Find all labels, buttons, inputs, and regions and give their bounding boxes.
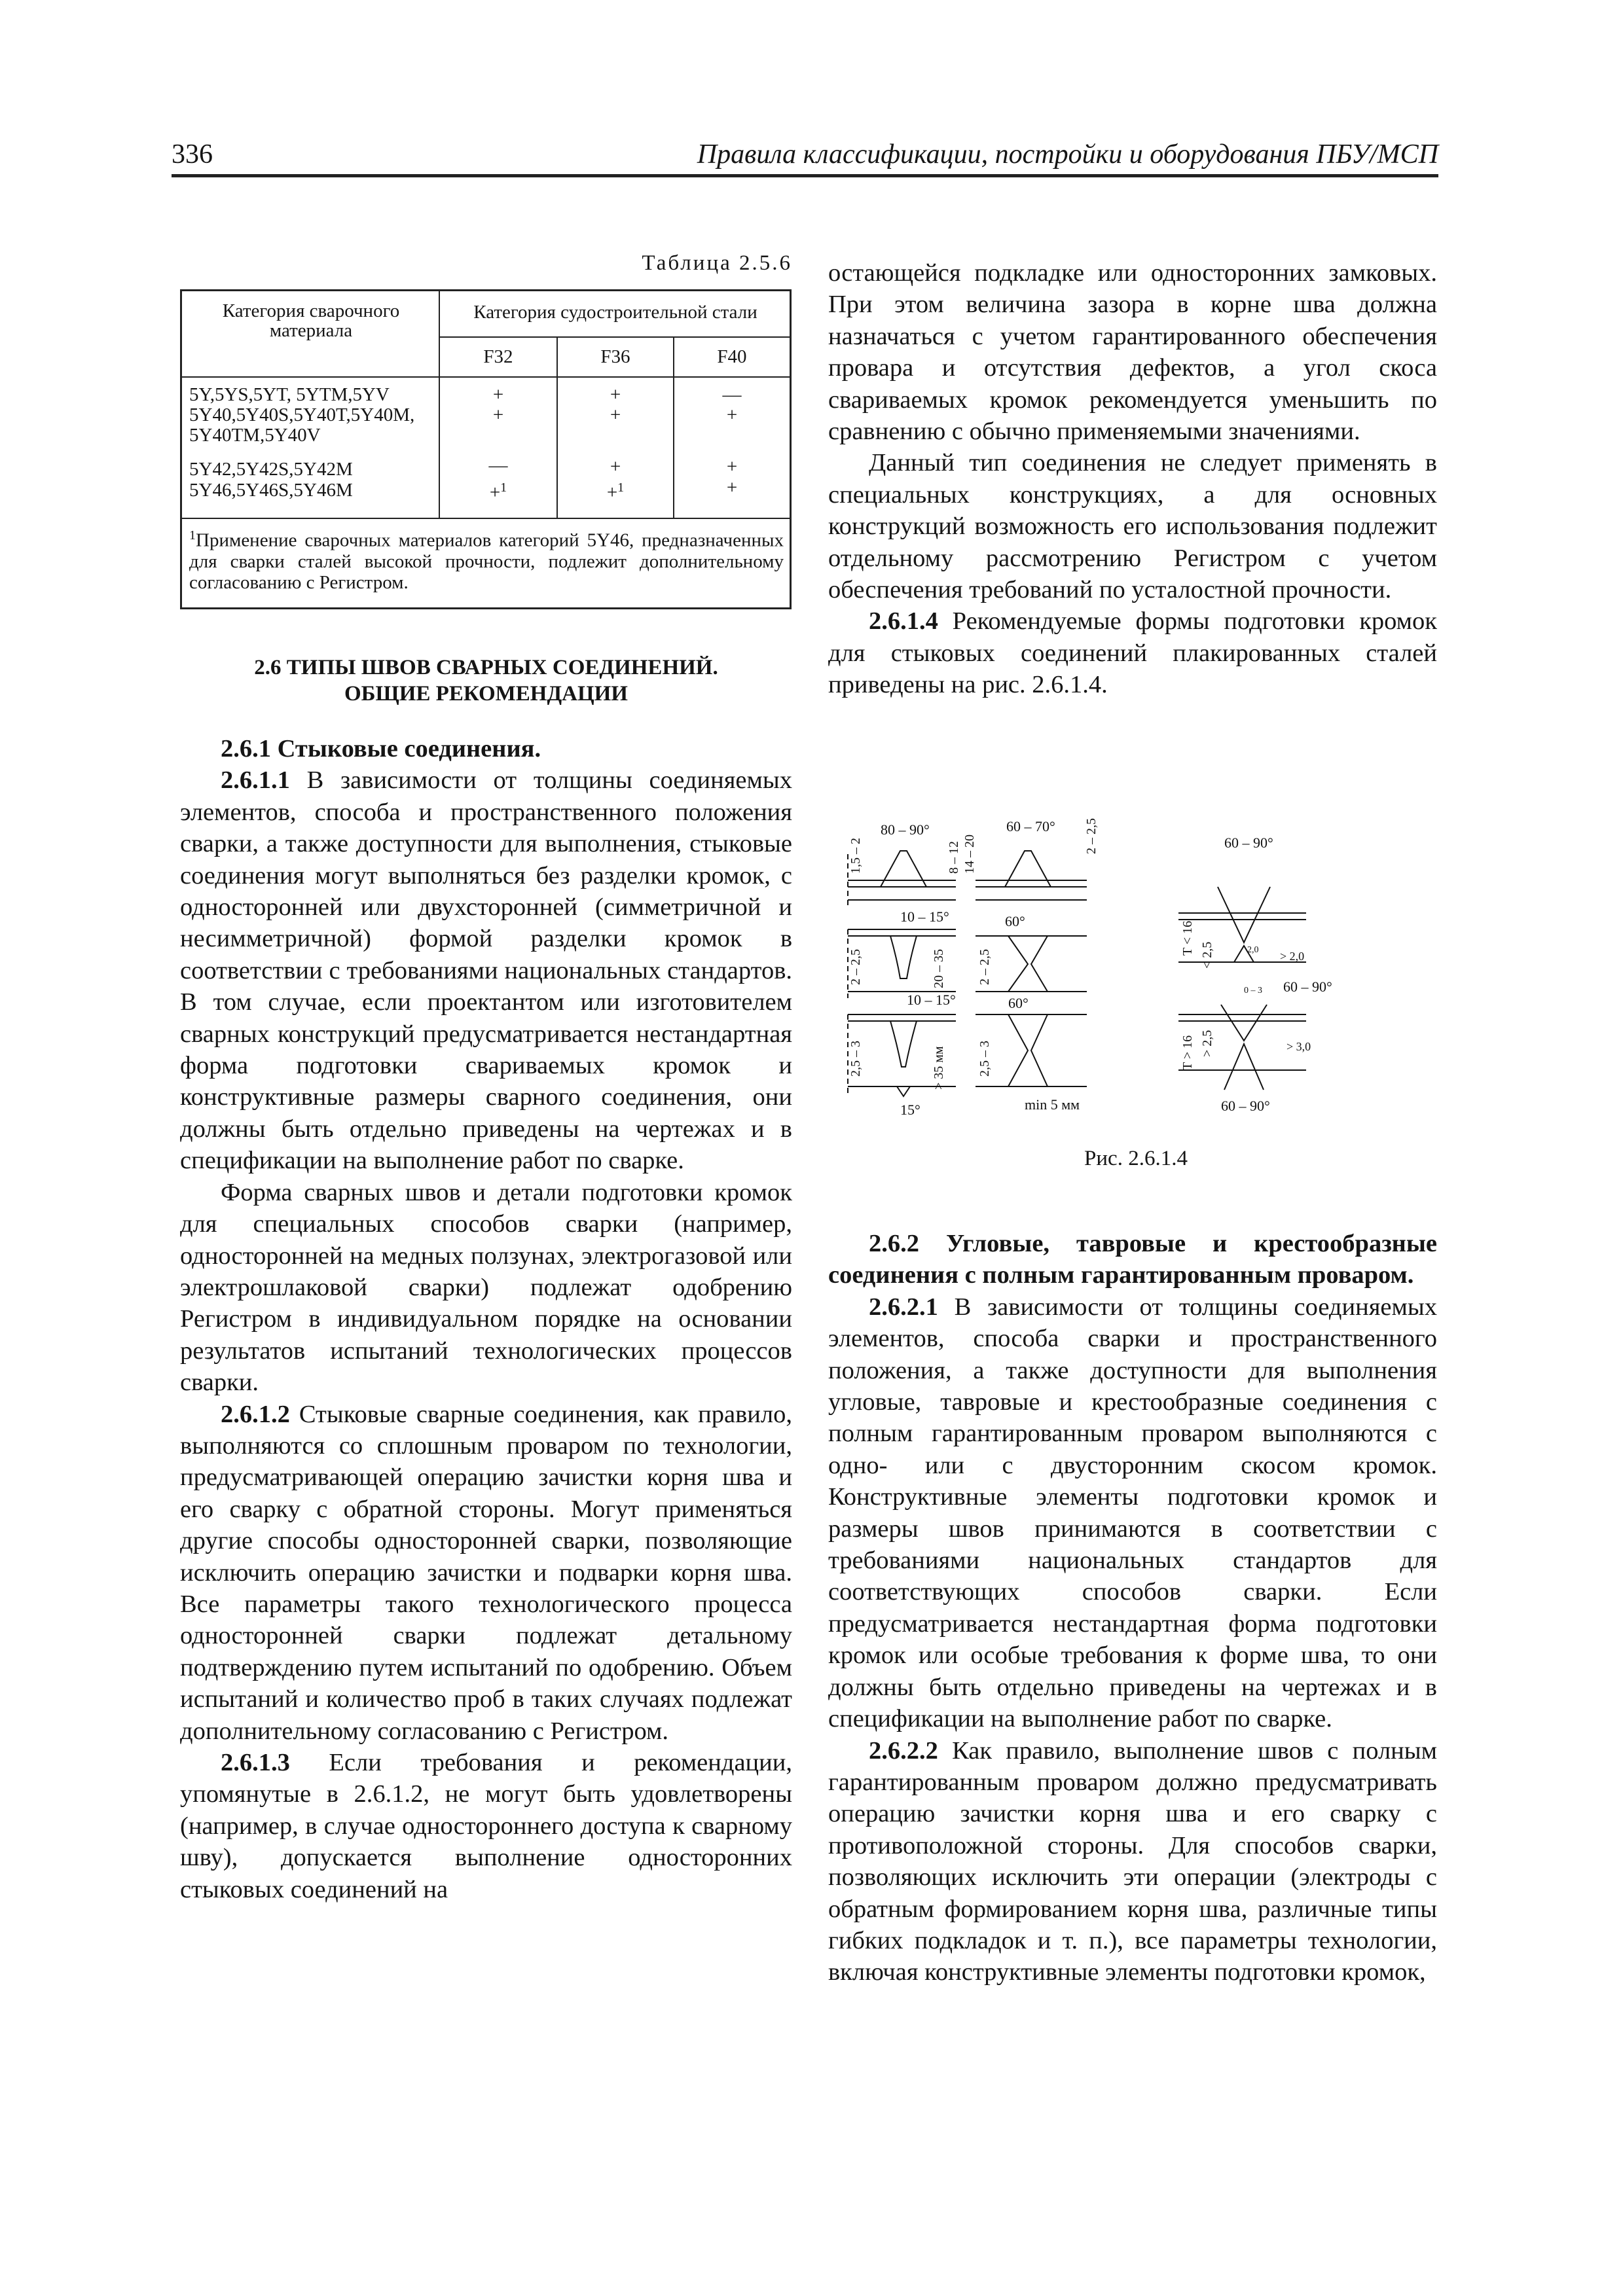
- right-column: [828, 257, 1437, 701]
- fig-label: 2 – 2,5: [1084, 818, 1099, 854]
- fig-label: 80 – 90°: [881, 821, 930, 838]
- table-cell: +: [610, 404, 621, 425]
- table-header-subline: [439, 336, 792, 338]
- paragraph-number: 2.6.2.2: [869, 1736, 938, 1765]
- paragraph: [180, 1399, 792, 1747]
- figure-2-6-1-4: [835, 789, 1437, 1129]
- table-border-bottom: [180, 607, 792, 609]
- paragraph: [828, 1735, 1437, 1988]
- paragraph-text: Если требования и рекомендации, упомянутые в 2.6.1.2, не могут быть удовлетворены (например, в случае одностороннего доступа к сварному шву), допускается выполнение односторонних стыковых соединений на: [180, 1749, 792, 1903]
- page-number: 336: [172, 139, 213, 170]
- fig-label: 1,5 – 2: [848, 838, 863, 874]
- paragraph: [180, 764, 792, 1176]
- table-cell: —: [722, 384, 742, 405]
- fig-label: 60 – 90°: [1221, 1098, 1270, 1114]
- header-rule: [172, 174, 1438, 177]
- fig-label: 20 – 35: [932, 949, 946, 988]
- table-cell-value: +: [606, 482, 618, 503]
- paragraph: [828, 1291, 1437, 1735]
- fig-label: > 3,0: [1286, 1040, 1311, 1053]
- left-column: [180, 733, 792, 1905]
- fig-label: 10 – 15°: [907, 992, 956, 1008]
- joint-sketch-1: [848, 851, 956, 906]
- fig-label: 0 – 3: [1244, 986, 1262, 996]
- footnote-mark: 1: [617, 480, 625, 495]
- paragraph: [180, 1747, 792, 1905]
- table-cell: +: [726, 456, 738, 477]
- paragraph-text: Рекомендуемые формы подготовки кромок для стыковых соединений плакированных сталей приведены на рис. 2.6.1.4.: [828, 607, 1437, 699]
- section-heading-line: ОБЩИЕ РЕКОМЕНДАЦИИ: [344, 682, 628, 706]
- fig-label: 2,5 – 3: [977, 1041, 992, 1077]
- table-material-row: 5Y40TM,5Y40V: [189, 425, 321, 446]
- table-border-top: [180, 289, 792, 291]
- fig-label: 2,5 – 3: [848, 1041, 863, 1077]
- fig-label: 60 – 90°: [1283, 978, 1332, 995]
- paragraph: остающейся подкладке или односторонних замковых. При этом величина зазора в корне шва должна назначаться с учетом гарантированного обеспечения провара и отсутствия дефектов, а угол скоса свариваемых кромок рекомендуется уменьшить по сравнению с обычно применяемыми значениями.: [828, 259, 1437, 446]
- joint-sketch-4: [976, 851, 1087, 900]
- fig-label: > 2,0: [1280, 950, 1305, 963]
- paragraph: [828, 605, 1437, 700]
- figure-caption: Рис. 2.6.1.4: [1084, 1147, 1188, 1170]
- table-cell-value: +: [489, 482, 501, 503]
- table-cell: —: [488, 455, 508, 476]
- fig-label: 60°: [1005, 913, 1025, 929]
- table-material-row: 5Y,5YS,5YT, 5YTM,5YV: [189, 384, 390, 405]
- subsection-heading: 2.6.2 Угловые, тавровые и крестообразные соединения с полным гарантированным проваром.: [828, 1230, 1437, 1289]
- paragraph-number: 2.6.1.4: [869, 607, 938, 636]
- running-title: Правила классификации, постройки и оборудования ПБУ/МСП: [697, 139, 1438, 170]
- figure-drawing: [848, 851, 1306, 1096]
- paragraph: Данный тип соединения не следует применять в специальных конструкциях, а для основных конструкций возможность его использования подлежит отдельному рассмотрению Регистром с учетом обеспечения требований по усталостной прочности.: [828, 449, 1437, 604]
- subsection-heading: 2.6.1 Стыковые соединения.: [221, 735, 541, 762]
- table-cell: +: [726, 477, 738, 498]
- joint-sketch-5: [976, 936, 1087, 992]
- paragraph-number: 2.6.1.2: [221, 1400, 290, 1428]
- footnote-mark: 1: [189, 528, 196, 543]
- fig-label: 2 – 2,5: [848, 949, 863, 985]
- table-header-steel: Категория судостроительной стали: [473, 302, 757, 323]
- table-material-row: 5Y40,5Y40S,5Y40T,5Y40M,: [189, 404, 415, 425]
- fig-label: 10 – 15°: [900, 908, 949, 925]
- fig-label: 60 – 70°: [1006, 818, 1055, 834]
- table-2-5-6: [180, 289, 792, 609]
- paragraph-number: 2.6.1.3: [221, 1749, 290, 1776]
- fig-label: 14 – 20: [962, 834, 977, 874]
- table-cell: +: [492, 404, 504, 425]
- fig-label: < 2,5: [1200, 941, 1214, 969]
- paragraph-text: В зависимости от толщины соединяемых элементов, способа сварки и пространственного положения, а также доступности для выполнения угловые, тавровые и крестообразные соединения с полным гарантированным проваром выполняются с одно- или с двусторонним скосом кромок. Конструктивные элементы подготовки кромок и размеры швов принимаются в соответствии с требованиями национальных стандартов для соответствующих способов сварки. Если предусматривается нестандартная форма подготовки кромок или особые требования к форме шва, то они должны быть отдельно приведены на чертежах и в спецификации на выполнение работ по сварке.: [828, 1293, 1437, 1733]
- fig-label: 8 – 12: [947, 841, 961, 874]
- fig-label: 2 – 2,5: [977, 949, 992, 985]
- fig-label: 15°: [900, 1102, 921, 1118]
- table-cell: +: [726, 404, 738, 425]
- table-cell: +: [610, 456, 621, 477]
- table-cell: +: [610, 384, 621, 405]
- fig-label: 2,0: [1247, 945, 1259, 955]
- fig-label: > 2,5: [1200, 1030, 1214, 1057]
- joint-sketch-6: [976, 1014, 1087, 1086]
- fig-label: min 5 мм: [1025, 1096, 1080, 1113]
- table-cell: [558, 478, 673, 503]
- fig-label: T > 16: [1180, 1035, 1195, 1070]
- table-grade-f32: F32: [483, 346, 513, 367]
- table-border-left: [180, 289, 182, 609]
- table-footnote: [189, 525, 784, 593]
- paragraph-text: Стыковые сварные соединения, как правило, выполняются со сплошным проваром по технологии, предусматривающей операцию зачистки корня шва и его сварку с обратной стороны. Могут применяться другие способы односторонней сварки, позволяющие исключить операцию зачистки и подварки корня шва. Все параметры такого технологического процесса односторонней сварки подлежат детальному подтверждению путем испытаний по одобрению. Объем испытаний и количество проб в таких случаях подлежат дополнительному согласованию с Регистром.: [180, 1400, 792, 1745]
- right-column-continued: [828, 1228, 1437, 1988]
- fig-label: T < 16: [1180, 920, 1195, 956]
- table-footnote-text: Применение сварочных материалов категорий 5Y46, предназначенных для сварки сталей высокой прочности, подлежит дополнительному согласованию с Регистром.: [189, 529, 784, 593]
- table-material-row: 5Y42,5Y42S,5Y42M: [189, 459, 353, 480]
- table-grade-f36: F36: [600, 346, 630, 367]
- table-material-row: 5Y46,5Y46S,5Y46M: [189, 480, 353, 501]
- fig-label: 60 – 90°: [1224, 834, 1273, 851]
- section-heading-line: 2.6 ТИПЫ ШВОВ СВАРНЫХ СОЕДИНЕНИЙ.: [254, 656, 718, 679]
- fig-label: 60°: [1008, 995, 1029, 1011]
- table-cell: [440, 478, 556, 503]
- table-header-line: [180, 376, 792, 378]
- paragraph-number: 2.6.1.1: [221, 766, 290, 795]
- table-caption: Таблица 2.5.6: [642, 251, 792, 275]
- paragraph-text: Как правило, выполнение швов с полным гарантированным проваром должно предусматривать операцию зачистки корня шва и его сварку с противоположной стороны. Для способов сварки, позволяющих исключить эти операции (электроды с обратным формированием корня шва, различные типы гибких подкладок и т. п.), все параметры технологии, включая конструктивные элементы подготовки кромок,: [828, 1736, 1437, 1986]
- footnote-mark: 1: [500, 480, 507, 495]
- paragraph: Форма сварных швов и детали подготовки кромок для специальных способов сварки (например, односторонней на медных ползунах, электрогазовой или электрошлаковой сварки) подлежат одобрению Регистром в индивидуальном порядке на основании результатов испытаний технологических процессов сварки.: [180, 1178, 792, 1397]
- table-grade-f40: F40: [717, 346, 747, 367]
- paragraph-text: В зависимости от толщины соединяемых элементов, способа и пространственного положения сварки, а также доступности для выполнения, стыковые соединения могут выполняться без разделки кромок, с односторонней или двухсторонней (симметричной и несимметричной) формой разделки кромок в соответствии с требованиями национальных стандартов. В том случае, если проектантом или изготовителем сварных конструкций предусматривается нестандартная форма подготовки свариваемых кромок и конструктивные размеры сварного соединения, они должны быть отдельно приведены на чертежах и в спецификации на выполнение работ по сварке.: [180, 766, 792, 1175]
- section-heading: [180, 655, 792, 707]
- table-header-material: Категория сварочного материала: [222, 300, 400, 341]
- paragraph-number: 2.6.2.1: [869, 1293, 938, 1321]
- table-footnote-line: [180, 518, 792, 519]
- table-cell: +: [492, 384, 504, 405]
- fig-label: > 35 мм: [932, 1046, 946, 1090]
